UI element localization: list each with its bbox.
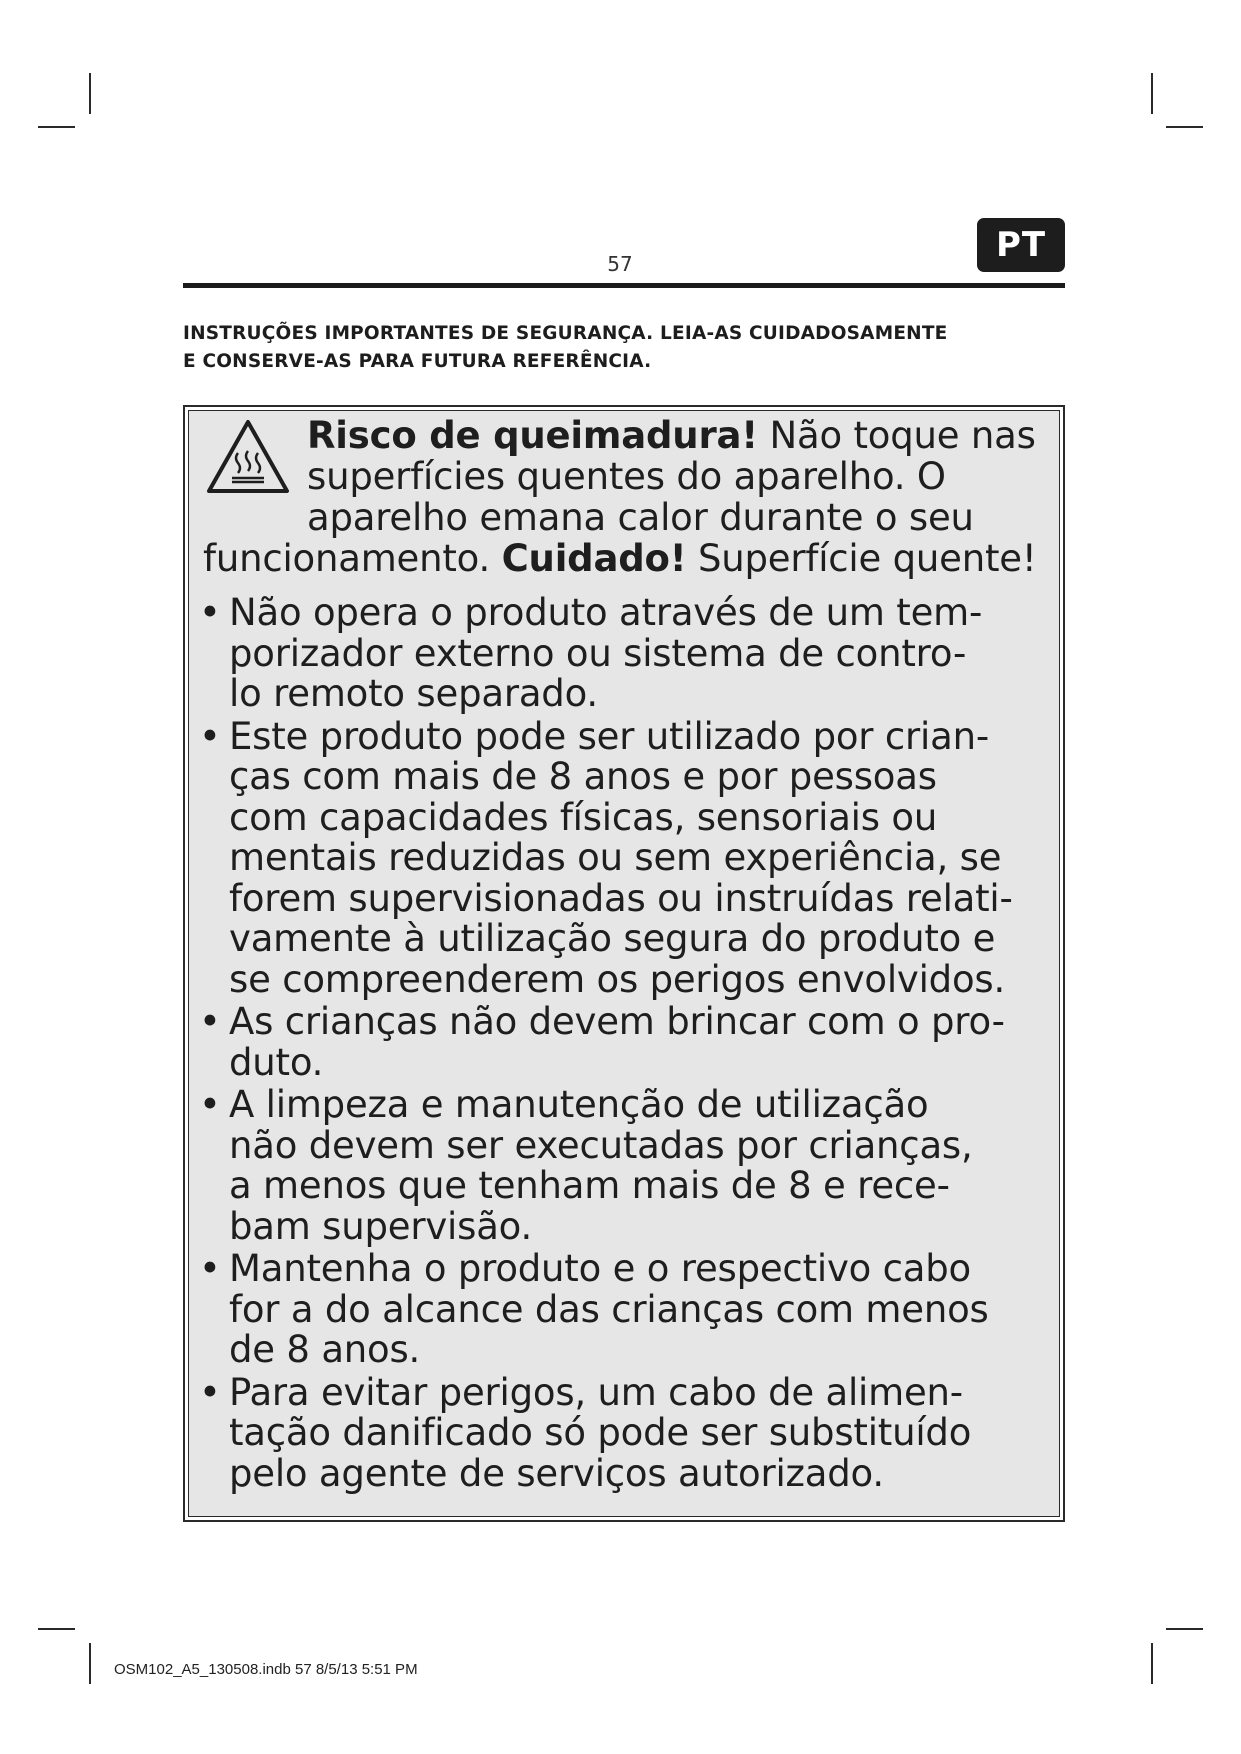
language-badge: PT bbox=[977, 218, 1065, 272]
crop-mark-bottom-left-horizontal bbox=[38, 1628, 75, 1630]
bullet-icon: • bbox=[199, 591, 221, 634]
bullet-icon: • bbox=[199, 1370, 221, 1414]
caution-label: Cuidado! bbox=[501, 537, 687, 580]
safety-bullet-list bbox=[199, 593, 1060, 1496]
burn-warning-text bbox=[203, 415, 1053, 579]
burn-warning-line-2: superfícies quentes do aparelho. O bbox=[307, 455, 946, 498]
warning-box-inner bbox=[188, 410, 1060, 1517]
print-slug: OSM102_A5_130508.indb 57 8/5/13 5:51 PM bbox=[114, 1661, 418, 1678]
bullet-icon: • bbox=[199, 1000, 221, 1043]
bullet-icon: • bbox=[199, 1247, 221, 1290]
warning-box bbox=[183, 405, 1065, 1522]
list-item: • Para evitar perigos, um cabo de alimen- tação danificado só pode ser substituído pelo agente de serviços autorizado. bbox=[199, 1370, 972, 1495]
header-rule bbox=[183, 283, 1065, 288]
caution-text: Superfície quente! bbox=[697, 537, 1037, 580]
safety-heading-line-2: E CONSERVE-AS PARA FUTURA REFERÊNCIA. bbox=[183, 351, 652, 372]
burn-warning-line-4: funcionamento. Cuidado! Superfície quente! bbox=[203, 537, 1037, 580]
burn-risk-label: Risco de queimadura! bbox=[307, 414, 758, 457]
list-item: • A limpeza e manutenção de utilização não devem ser executadas por crianças, a menos que tenham mais de 8 e rece- bam supervisão. bbox=[199, 1083, 973, 1248]
crop-mark-bottom-right-horizontal bbox=[1166, 1628, 1203, 1630]
list-item: • Mantenha o produto e o respectivo cabo for a do alcance das crianças com menos de 8 anos. bbox=[199, 1247, 989, 1371]
crop-mark-bottom-left-vertical bbox=[89, 1643, 91, 1684]
burn-warning-line-3: aparelho emana calor durante o seu bbox=[307, 496, 974, 539]
safety-heading bbox=[183, 320, 1073, 376]
safety-heading-line-1: INSTRUÇÕES IMPORTANTES DE SEGURANÇA. LEIA-AS CUIDADOSAMENTE bbox=[183, 323, 948, 344]
list-item: • As crianças não devem brincar com o pro- duto. bbox=[199, 1000, 1005, 1084]
crop-mark-bottom-right-vertical bbox=[1151, 1643, 1153, 1684]
bullet-icon: • bbox=[199, 714, 221, 758]
list-item: • Não opera o produto através de um tem- porizador externo ou sistema de contro- lo remoto separado. bbox=[199, 591, 983, 715]
crop-mark-top-left-vertical bbox=[89, 73, 91, 114]
crop-mark-top-right-horizontal bbox=[1166, 126, 1203, 128]
burn-warning-line-1: Risco de queimadura! Não toque nas bbox=[307, 414, 1036, 457]
crop-mark-top-right-vertical bbox=[1151, 73, 1153, 114]
list-item: • Este produto pode ser utilizado por crian- ças com mais de 8 anos e por pessoas com capacidades físicas, sensoriais ou mentais reduzidas ou sem experiência, se forem supervisionadas ou instruídas relati- vamente à utilização segura do produto e se compreenderem os perigos envolvidos. bbox=[199, 714, 1013, 1001]
crop-mark-top-left-horizontal bbox=[38, 126, 75, 128]
bullet-icon: • bbox=[199, 1083, 221, 1126]
page-number: 57 bbox=[607, 252, 633, 276]
